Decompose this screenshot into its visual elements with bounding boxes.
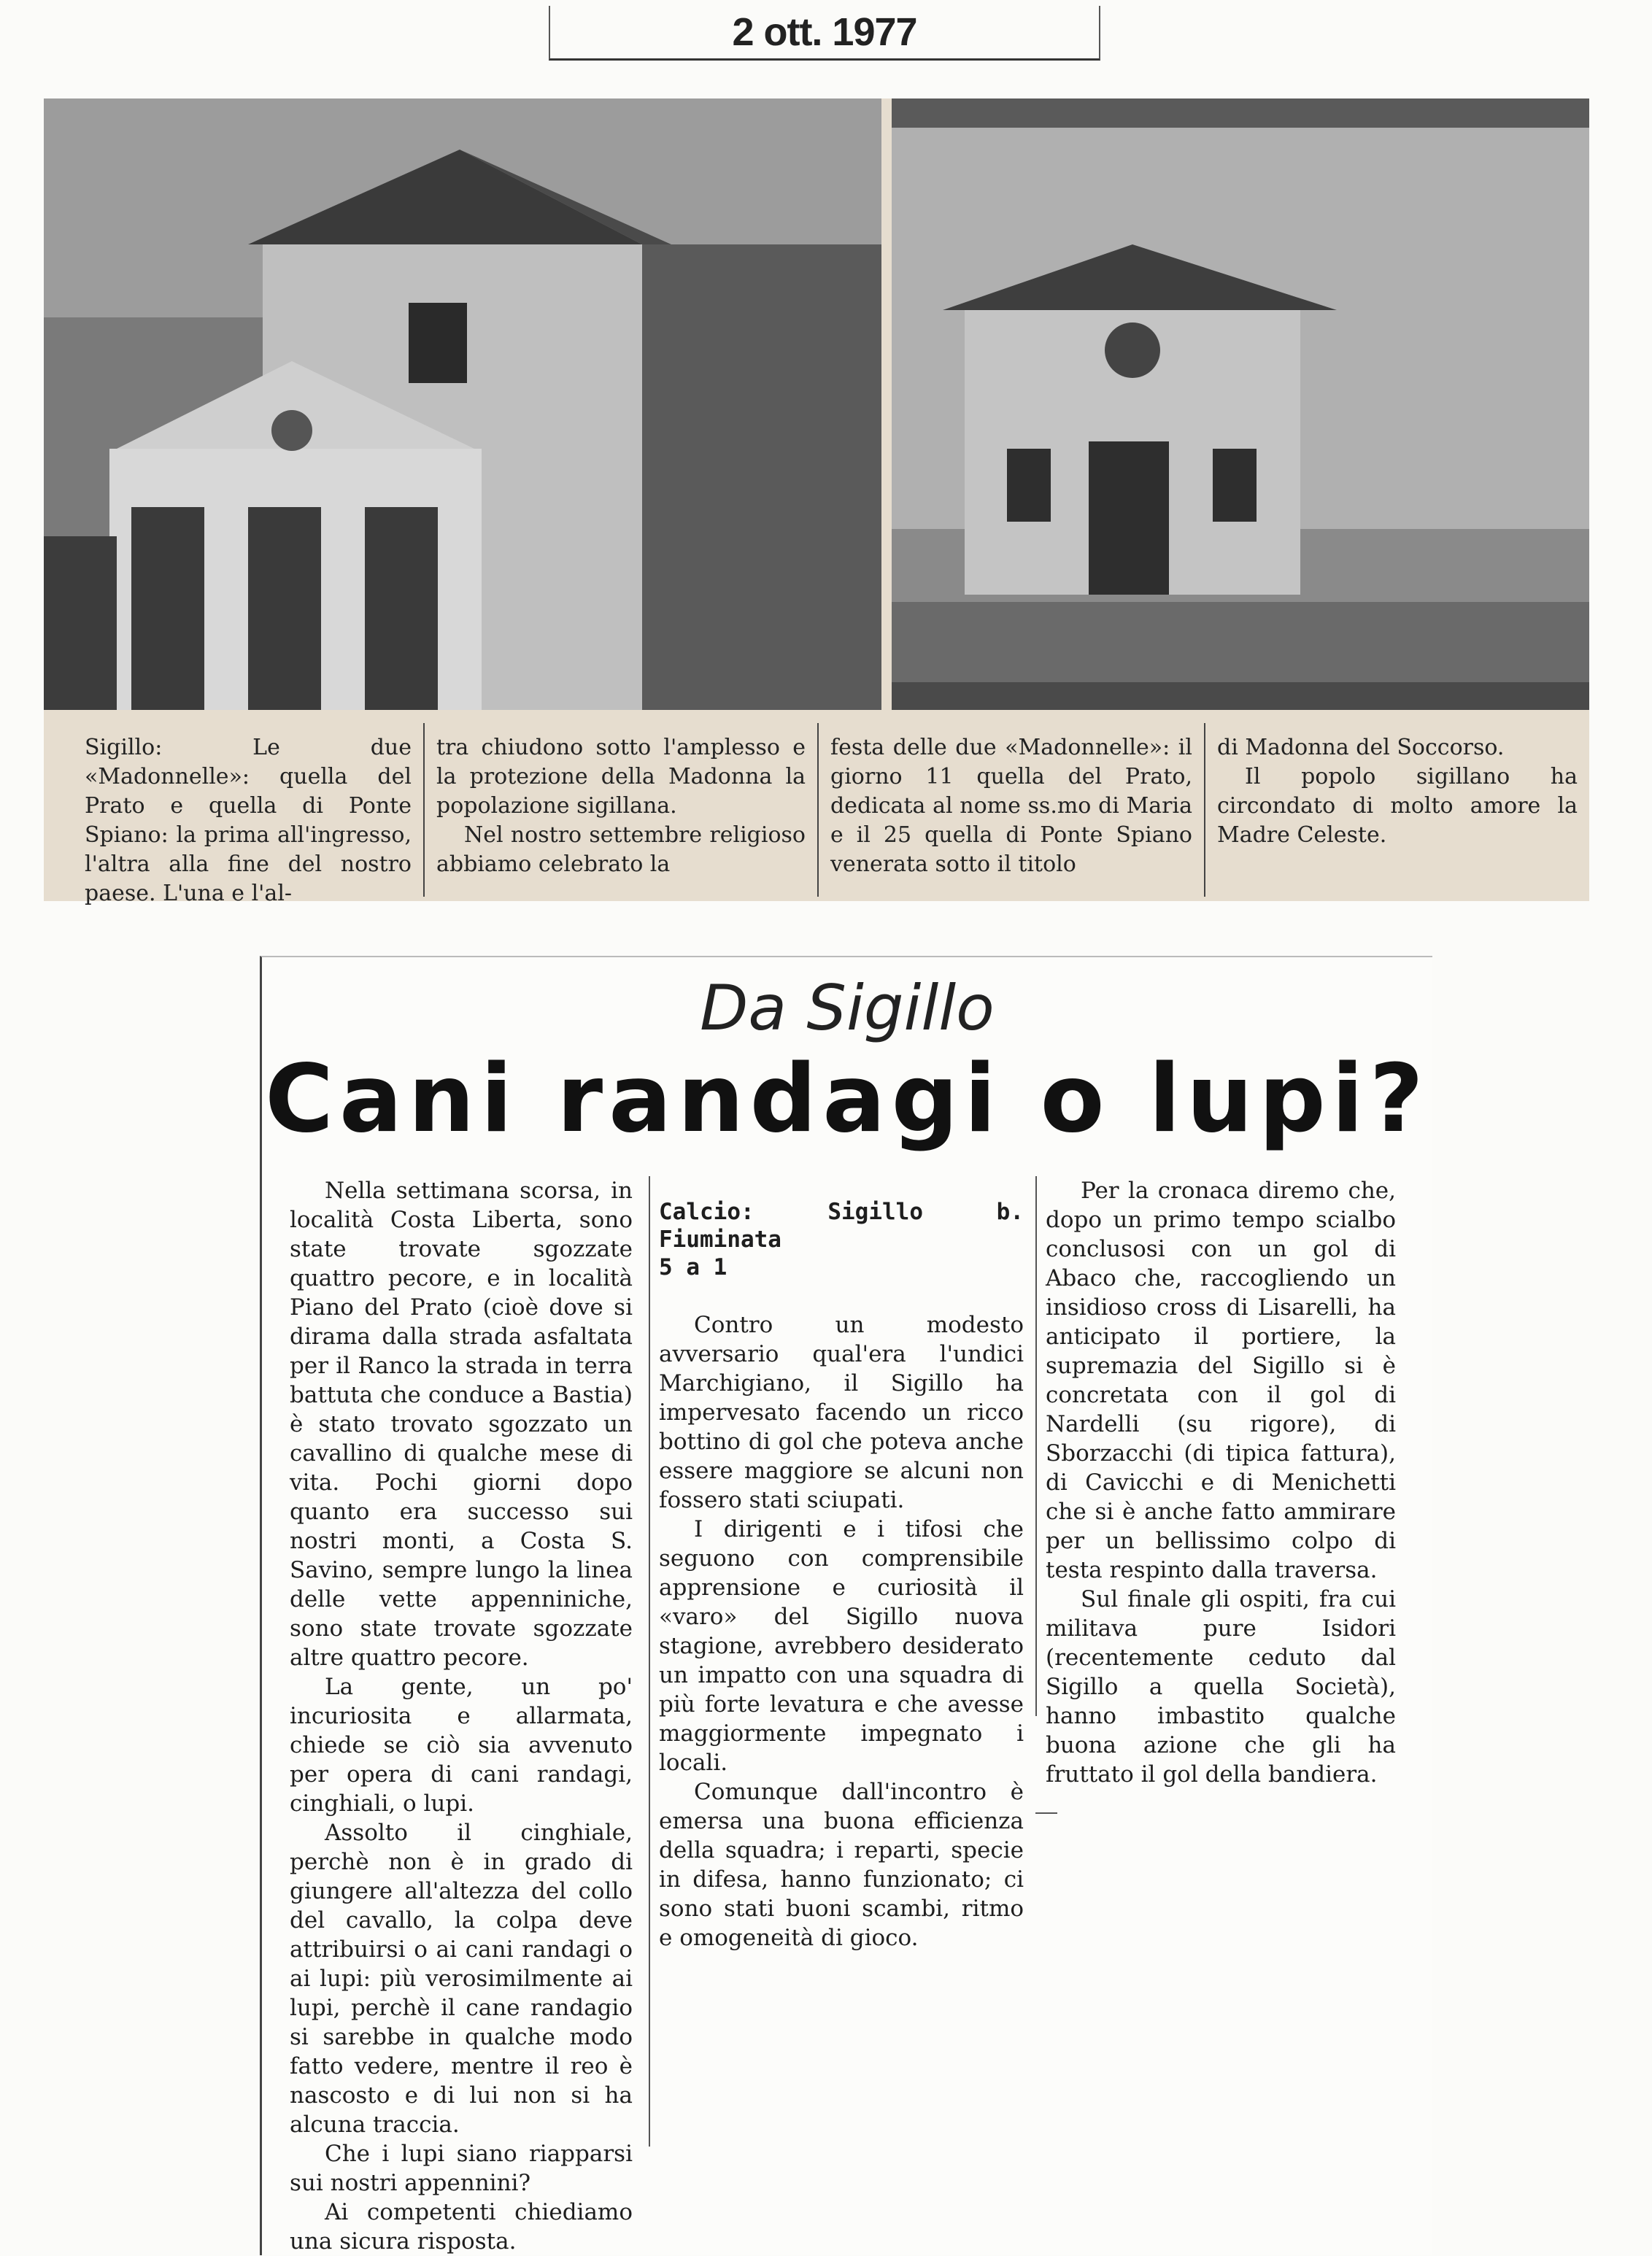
caption-col-4: di Madonna del Soccorso. Il popolo sigillano ha circondato di molto amore la Madre Celeste. bbox=[1204, 723, 1589, 897]
caption-col-2: tra chiudono sotto l'amplesso e la protezione della Madonna la popolazione sigillana. Nel nostro settembre religioso abbiamo celebrato la bbox=[423, 723, 817, 897]
article-kicker: Da Sigillo bbox=[700, 972, 995, 1045]
article-column-1: Nella settimana scorsa, in località Costa Liberta, sono state trovate sgozzate quattro pecore, e in località Piano del Prato (cioè dove si dirama dalla strada asfaltata per il Ranco la strada in terra battuta che conduce a Bastia) è stato trovato sgozzato un cavallino di qualche mese di vita. Pochi giorni dopo quanto era successo sui nostri monti, a Costa S. Savino, sempre lungo la linea delle vette appenniniche, sono state trovate sgozzate altre quattro pecore. La gente, un po' incuriosita e allarmata, chiede se ciò sia avvenuto per opera di cani randagi, cinghiali, o lupi. Assolto il cinghiale, perchè non è in grado di giungere all'altezza del collo del cavallo, la colpa deve attribuirsi o ai cani randagi o ai lupi: più verosimilmente ai lupi, perchè il cane randagio si sarebbe in qualche modo fatto vedere, mentre il reo è nascosto e di lui non si ha alcuna traccia. Che i lupi siano riapparsi sui nostri appennini? Ai competenti chiediamo una sicura risposta. bbox=[290, 1178, 633, 2255]
article-clipping bbox=[260, 956, 1432, 2255]
sport-subheading: Calcio: Sigillo b. Fiuminata 5 a 1 bbox=[659, 1199, 1024, 1280]
date-stamp: 2 ott. 1977 bbox=[549, 6, 1100, 61]
article-headline: Cani randagi o lupi? bbox=[265, 1045, 1429, 1154]
article-column-3: Per la cronaca diremo che, dopo un primo tempo scialbo conclusosi con un gol di Abaco che, raccogliendo un insidioso cross di Lisarelli, ha anticipato il portiere, la supremazia del Sigillo si è concretata con il gol di Nardelli (su rigore), di Sborzacchi (di tipica fattura), di Cavicchi e di Menichetti che si è anche fatto ammirare per un bellissimo colpo di testa respinto dalla traversa. Sul finale gli ospiti, fra cui militava pure Isidori (recentemente ceduto dal Sigillo a quella Società), hanno imbastito qualche buona azione che gli ha fruttato il gol della bandiera. bbox=[1035, 1176, 1396, 1716]
church-photos-clipping bbox=[44, 98, 1589, 906]
column-rule-tick bbox=[1035, 1812, 1057, 1814]
caption-col-1: Sigillo: Le due «Madonnelle»: quella del Prato e quella di Ponte Spiano: la prima all'ingresso, l'altra alla fine del nostro paese. L'una e l'al- bbox=[85, 735, 412, 906]
photo-caption bbox=[44, 723, 1589, 906]
caption-col-3: festa delle due «Madonnelle»: il giorno 11 quella del Prato, dedicata al nome ss.mo di Maria e il 25 quella di Ponte Spiano venerata sotto il titolo bbox=[817, 723, 1204, 897]
photo-madonnella-di-ponte-spiano bbox=[892, 98, 1589, 710]
photo-madonnella-del-prato bbox=[44, 98, 881, 710]
article-column-2: Calcio: Sigillo b. Fiuminata 5 a 1 Contro un modesto avversario qual'era l'undici Marchigiano, il Sigillo ha impervesato facendo un ricco bottino di gol che poteva anche essere maggiore se alcuni non fossero stati sciupati. I dirigenti e i tifosi che seguono con comprensibile apprensione e curiosità il «varo» del Sigillo nuova stagione, avrebbero desiderato un impatto con una squadra di più forte levatura e che avesse maggiormente impegnato i locali. Comunque dall'incontro è emersa una buona efficienza della squadra; i reparti, specie in difesa, hanno funzionato; ci sono stati buoni scambi, ritmo e omogeneità di gioco. bbox=[649, 1176, 1024, 2147]
